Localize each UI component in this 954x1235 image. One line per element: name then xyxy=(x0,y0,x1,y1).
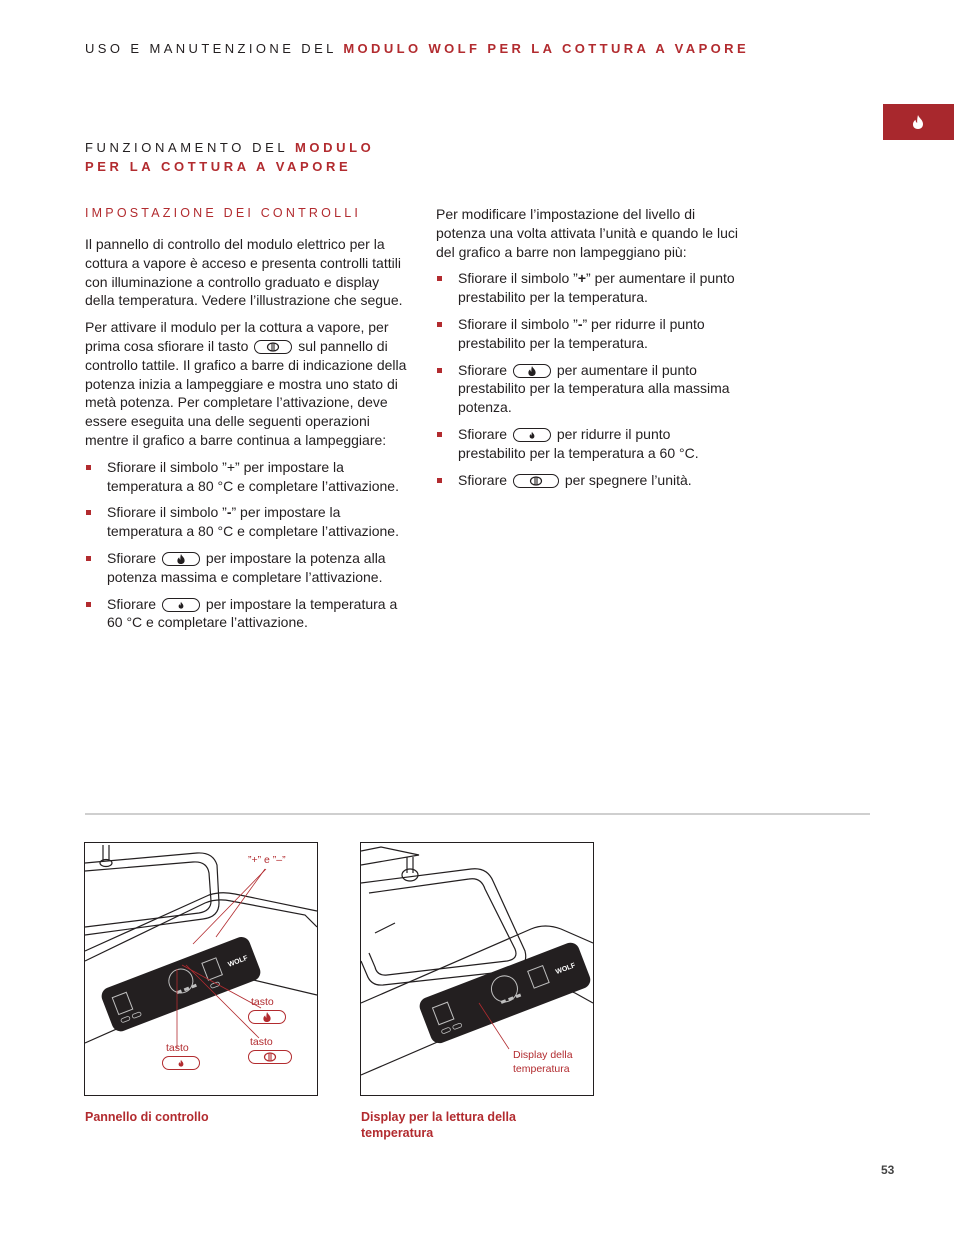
running-head xyxy=(85,41,749,56)
high-key-callout xyxy=(248,1010,286,1024)
flame-low-icon xyxy=(177,1059,185,1067)
figure2-caption-line2: temperatura xyxy=(361,1126,434,1140)
brand-logo: WOLF xyxy=(227,954,249,969)
right-column xyxy=(436,205,741,497)
high-key-pill xyxy=(162,552,200,566)
section-title-prefix: FUNZIONAMENTO DEL xyxy=(85,140,288,155)
control-panel-figure xyxy=(84,842,318,1096)
low-key-label: tasto xyxy=(166,1042,189,1054)
section-title-bold-2: PER LA COTTURA A VAPORE xyxy=(85,159,352,174)
power-key-callout xyxy=(248,1050,292,1064)
divider xyxy=(85,813,870,815)
adjust-list xyxy=(436,269,741,489)
list-item: Sfiorare per impostare la potenza alla potenza massima e completare l’attivazione. xyxy=(85,549,407,587)
flame-icon xyxy=(911,114,925,130)
subhead: IMPOSTAZIONE DEI CONTROLLI xyxy=(85,206,362,220)
display-label-line2: temperatura xyxy=(513,1063,570,1075)
flame-high-icon xyxy=(527,365,537,376)
list-item: Sfiorare per impostare la temperatura a 60 °C e completare l’attivazione. xyxy=(85,595,407,633)
power-key-pill xyxy=(254,340,292,354)
flame-high-icon xyxy=(262,1012,272,1023)
paragraph: Il pannello di controllo del modulo elettrico per la cottura a vapore è acceso e presenta controlli tattili con illuminazione a controllo graduato e display della temperatura. Vedere l’illustrazione che segue. xyxy=(85,236,403,309)
list-item: Sfiorare il simbolo ”-” per ridurre il punto prestabilito per la temperatura. xyxy=(436,315,741,353)
running-head-product: MODULO WOLF PER LA COTTURA A VAPORE xyxy=(343,41,750,56)
low-key-pill xyxy=(162,598,200,612)
flame-low-icon xyxy=(177,601,185,609)
low-key-callout xyxy=(162,1056,200,1070)
plus-minus-label: ”+” e ”–” xyxy=(248,854,286,866)
power-key-pill xyxy=(513,474,559,488)
running-head-prefix: USO E MANUTENZIONE DEL xyxy=(85,41,337,56)
power-icon xyxy=(529,476,543,486)
high-key-label: tasto xyxy=(251,996,274,1008)
section-title xyxy=(85,138,374,176)
paragraph: Per attivare il modulo per la cottura a vapore, per prima cosa sfiorare il tasto sul pannello di controllo tattile. Il grafico a barre di indicazione della potenza inizia a lampeggiare e mostra uno stato di metà potenza. Per completare l’attivazione, deve essere eseguita una delle seguenti operazioni mentre il grafico a barre continua a lampeggiare: xyxy=(85,319,407,448)
paragraph: Per modificare l’impostazione del livello di potenza una volta attivata l’unità e quando le luci del grafico a barre non lampeggiano più: xyxy=(436,206,738,260)
list-item: Sfiorare il simbolo ”-” per impostare la temperatura a 80 °C e completare l’attivazione. xyxy=(85,503,407,541)
figure2-caption-line1: Display per la lettura della xyxy=(361,1110,516,1124)
page-number: 53 xyxy=(881,1163,895,1177)
list-item: Sfiorare il simbolo ”+” per impostare la temperatura a 80 °C e completare l’attivazione. xyxy=(85,458,407,496)
list-item: Sfiorare per aumentare il punto prestabilito per la temperatura alla massima potenza. xyxy=(436,361,741,417)
list-item: Sfiorare per ridurre il punto prestabilito per la temperatura a 60 °C. xyxy=(436,425,741,463)
display-label-line1: Display della xyxy=(513,1049,573,1061)
list-item: Sfiorare per spegnere l’unità. xyxy=(436,471,741,490)
power-icon xyxy=(266,342,280,352)
section-tab xyxy=(883,104,954,140)
figure2-caption xyxy=(361,1109,516,1141)
section-title-bold-1: MODULO xyxy=(294,140,375,155)
list-item: Sfiorare il simbolo ”+” per aumentare il punto prestabilito per la temperatura. xyxy=(436,269,741,307)
low-key-pill xyxy=(513,428,551,442)
left-column xyxy=(85,235,407,640)
power-key-label: tasto xyxy=(250,1036,273,1048)
flame-low-icon xyxy=(528,431,536,439)
temperature-display-figure xyxy=(360,842,594,1096)
brand-logo: WOLF xyxy=(554,962,577,977)
power-icon xyxy=(263,1052,277,1062)
flame-high-icon xyxy=(176,553,186,564)
activation-list xyxy=(85,458,407,632)
figure1-caption: Pannello di controllo xyxy=(85,1110,209,1124)
high-key-pill xyxy=(513,364,551,378)
